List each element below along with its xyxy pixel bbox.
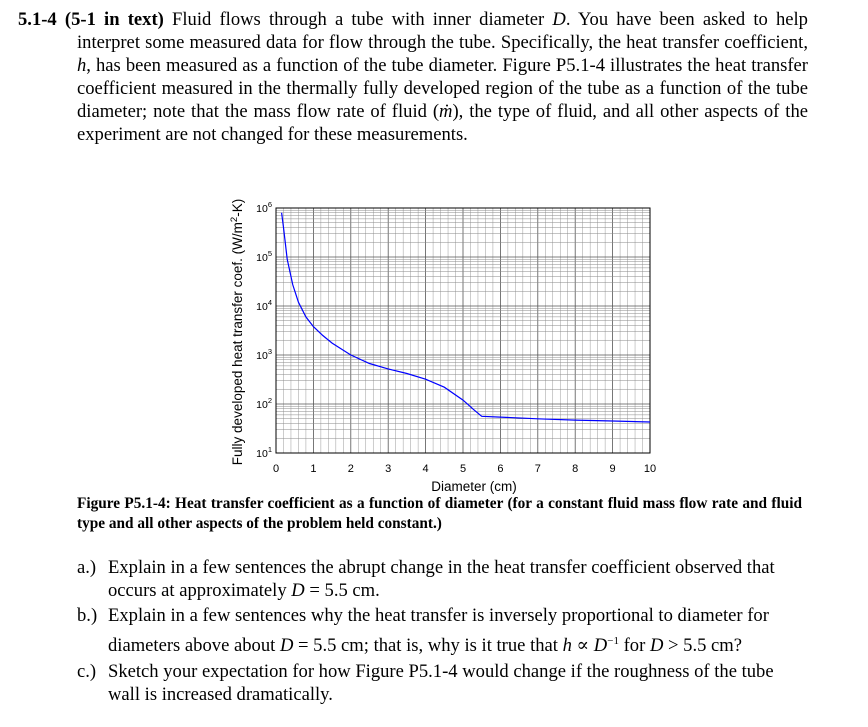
x-axis-label: Diameter (cm) [431,479,517,494]
problem-text: . You have been asked to help interpret some measured data for flow through the tube. Specifically, the heat transfer coefficient, [77,9,808,53]
variable-d: D [552,9,566,30]
x-tick-label: 1 [310,463,317,475]
x-tick-label: 7 [534,463,541,475]
x-tick-label: 2 [347,463,354,475]
problem-text: , has been measured as a function of the tube diameter. Figure P5.1-4 illustrates the heat transfer coefficient measured in the thermally fully developed region of the tube as a function of the tube diameter; note that the mass flow rate of fluid ( [77,55,808,122]
x-tick-label: 6 [497,463,504,475]
series-line [282,213,650,422]
y-tick-label: $10^1$ [256,445,272,460]
variable-h: h [77,55,87,76]
question-label: c.) [77,661,97,683]
x-tick-label: 0 [272,463,280,475]
chart-gridlines [276,208,650,453]
variable-mdot: ṁ [439,101,453,122]
question-text: Explain in a few sentences the abrupt change in the heat transfer coefficient observed that occurs at approximately D = 5.5 cm. [108,557,775,601]
question-text: Explain in a few sentences why the heat transfer is inversely proportional to diameter for diameters above about D = 5.5 cm; that is, why is it true that $h \propto D^{-1}$ for D > 5.5 cm? [108,605,769,656]
problem-statement [18,8,808,146]
x-tick-label: 8 [572,463,579,475]
problem-text: Fluid flows through a tube with inner diameter [163,9,553,30]
problem-number: 5.1-4 [18,9,57,30]
x-tick-label: 10 [643,463,657,475]
problem-text: ), the type of fluid, and all other aspects of the experiment are not changed for these measurements. [77,101,808,145]
y-tick-label: $10^3$ [256,347,272,362]
x-tick-label: 5 [459,463,467,475]
y-tick-label: $10^4$ [256,298,272,313]
question-label: a.) [77,557,97,578]
y-tick-label: $10^6$ [256,200,272,215]
x-tick-label: 9 [609,463,616,475]
question-b [77,604,802,658]
y-axis-label: Fully developed heat transfer coef. $(W/m^2-K)$ [229,198,245,466]
chart-ticks [256,200,656,475]
question-list [77,556,802,708]
question-c [77,660,802,706]
x-tick-label: 4 [422,463,429,475]
problem-reference: (5-1 in text) [64,9,164,30]
y-tick-label: $10^5$ [256,249,272,264]
plot-frame [276,208,650,453]
y-tick-label: $10^2$ [256,396,272,411]
x-tick-label: 3 [385,463,392,475]
question-text: Sketch your expectation for how Figure P5.1-4 would change if the roughness of the tube wall is increased dramatically. [108,661,774,706]
figure-caption: Figure P5.1-4: Heat transfer coefficient as a function of diameter (for a constant fluid mass flow rate and fluid type and all other aspects of the problem held constant.) [77,495,802,532]
question-a [77,556,802,602]
question-label: b.) [77,605,98,626]
